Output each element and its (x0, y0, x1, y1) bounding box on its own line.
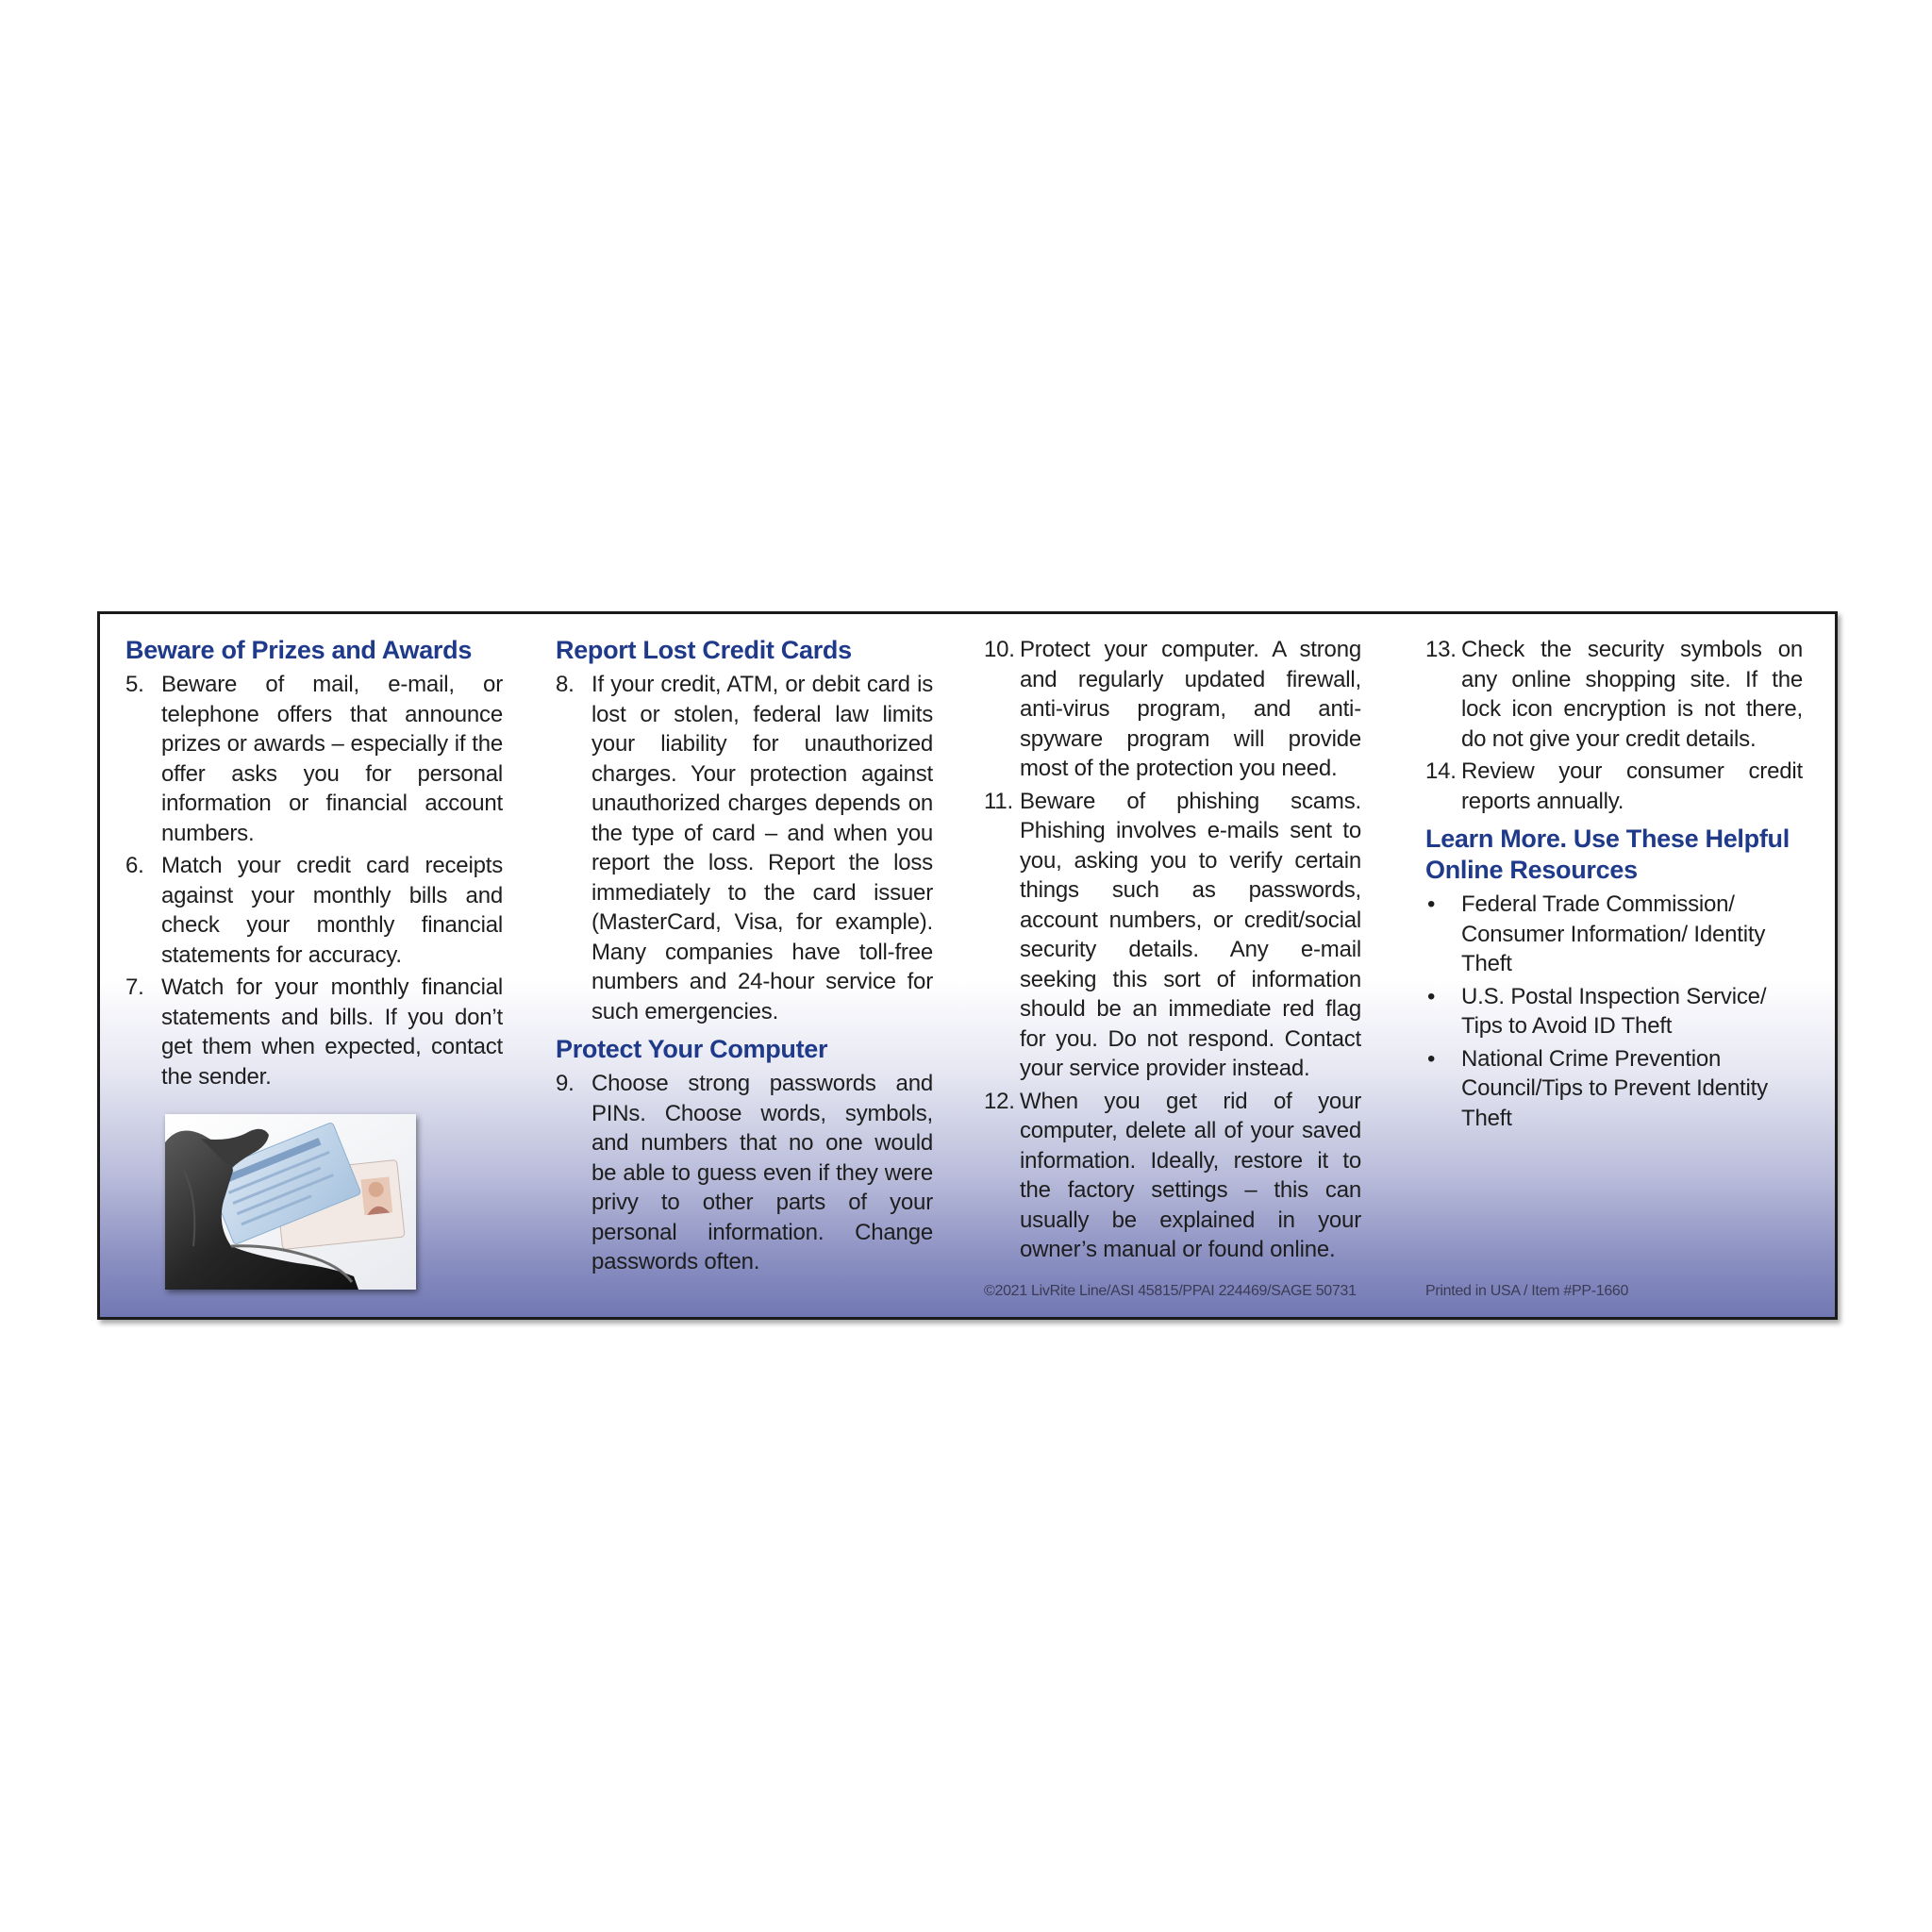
list-item-11 (984, 787, 1361, 1084)
item-number: 8. (556, 672, 575, 697)
list-item-12 (984, 1087, 1361, 1265)
item-text: Match your credit card receipts against your monthly bills and check your monthly financial statements for accuracy. (161, 853, 503, 968)
item-number: 7. (125, 974, 144, 1000)
list-item-6 (125, 851, 503, 970)
item-number: 12. (984, 1088, 1015, 1114)
resource-text: U.S. Postal Inspection Service/ Tips to Avoid ID Theft (1461, 983, 1767, 1039)
bullet-icon: • (1427, 891, 1436, 917)
copyright-note: ©2021 LivRite Line/ASI 45815/PPAI 224469/SAGE 50731 (984, 1283, 1357, 1299)
item-number: 10. (984, 637, 1015, 662)
item-text: Check the security symbols on any online shopping site. If the lock icon encryption is not there, do not give your credit details. (1461, 637, 1803, 752)
column-resources (1425, 635, 1803, 1136)
resource-item-postal (1425, 982, 1803, 1041)
item-number: 9. (556, 1071, 575, 1096)
item-text: If your credit, ATM, or debit card is lost or stolen, federal law limits your liability for unauthorized charges. Your protection against unauthorized charges depends on the type of card – and when you report the loss. Report the loss immediately to the card issuer (MasterCard, Visa, for example). Many companies have toll-free numbers and 24-hour service for such emergencies. (591, 672, 933, 1024)
list-item-8 (556, 670, 933, 1026)
heading-report-lost-cards: Report Lost Credit Cards (556, 636, 852, 664)
resource-item-ftc (1425, 890, 1803, 979)
list-item-9 (556, 1069, 933, 1277)
gloved-hand-id-card-photo (165, 1114, 416, 1290)
column-computer-tips (984, 635, 1361, 1268)
photo-illustration (165, 1114, 416, 1290)
item-text: When you get rid of your computer, delete all of your saved information. Ideally, restore it to the factory settings – this can usually be explained in your owner’s manual or found online. (1020, 1088, 1361, 1262)
bullet-icon: • (1427, 983, 1436, 1009)
item-number: 13. (1425, 637, 1457, 662)
resource-item-ncpc (1425, 1044, 1803, 1134)
list-item-13 (1425, 635, 1803, 754)
item-number: 5. (125, 672, 144, 697)
list-item-7 (125, 973, 503, 1091)
list-item-14 (1425, 757, 1803, 816)
column-credit-cards (556, 635, 933, 1280)
heading-protect-computer: Protect Your Computer (556, 1035, 828, 1063)
list-item-5 (125, 670, 503, 848)
item-number: 14. (1425, 758, 1457, 784)
resource-text: National Crime Prevention Council/Tips to Prevent Identity Theft (1461, 1045, 1768, 1131)
heading-prizes-awards: Beware of Prizes and Awards (125, 636, 473, 664)
item-text: Watch for your monthly financial statements and bills. If you don’t get them when expected, contact the sender. (161, 974, 503, 1090)
list-item-10 (984, 635, 1361, 784)
item-text: Beware of phishing scams. Phishing involves e-mails sent to you, asking you to verify certain things such as passwords, account numbers, or credit/social security details. Any e-mail seeking this sort of information should be an immediate red flag for you. Do not respond. Contact your service provider instead. (1020, 788, 1361, 1081)
item-number: 6. (125, 853, 144, 878)
item-number: 11. (984, 788, 1013, 814)
brochure-panel (97, 611, 1838, 1320)
item-text: Beware of mail, e-mail, or telephone offers that announce prizes or awards – especially if the offer asks you for personal information or financial account numbers. (161, 672, 503, 846)
item-text: Review your consumer credit reports annually. (1461, 758, 1803, 814)
printed-item-note: Printed in USA / Item #PP-1660 (1425, 1283, 1629, 1299)
heading-learn-more: Learn More. Use These Helpful Online Resources (1425, 824, 1790, 884)
item-text: Protect your computer. A strong and regularly updated firewall, anti-virus program, and anti-spyware program will provide most of the protection you need. (1020, 637, 1361, 781)
resource-text: Federal Trade Commission/ Consumer Information/ Identity Theft (1461, 891, 1766, 976)
item-text: Choose strong passwords and PINs. Choose words, symbols, and numbers that no one would be able to guess even if they were privy to other parts of your personal information. Change passwords often. (591, 1071, 933, 1274)
column-prizes (125, 635, 503, 1094)
bullet-icon: • (1427, 1045, 1436, 1072)
